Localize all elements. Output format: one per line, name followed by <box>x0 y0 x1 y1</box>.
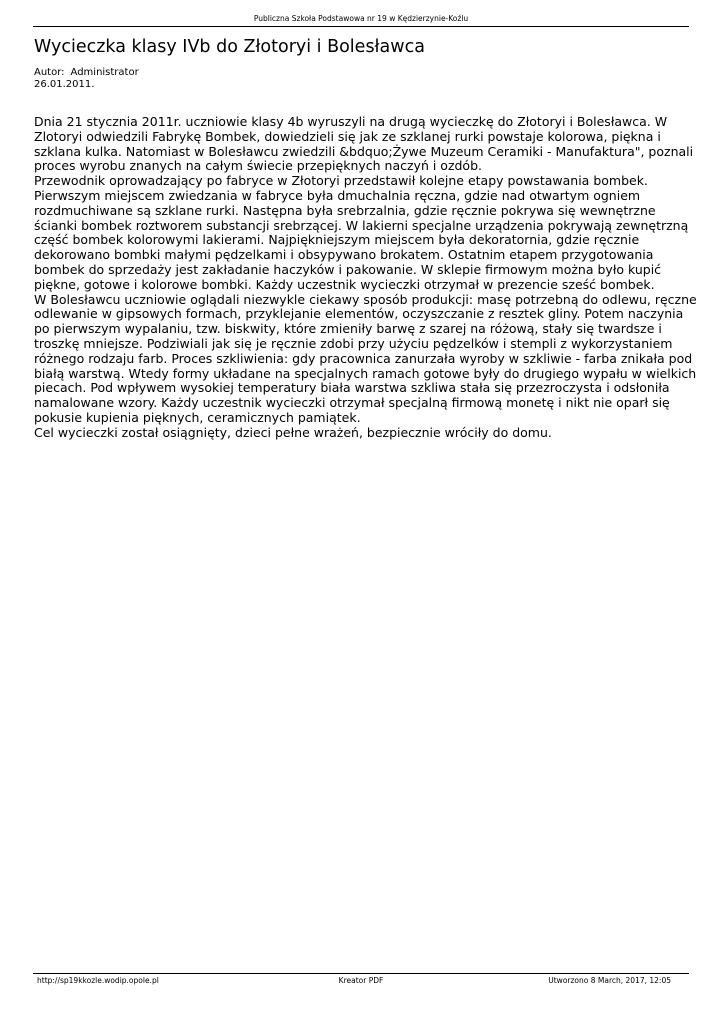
paragraph-ceramics <box>34 291 697 426</box>
text-line: piecach. Pod wpływem wysokiej temperatury biała warstwa szkliwa stała się przezroczysta i odsłoniła <box>34 380 670 396</box>
text-line: Dnia 21 stycznia 2011r. uczniowie klasy 4b wyruszyli na drugą wycieczkę do Złotoryi i Bolesławca. W <box>34 114 668 129</box>
text-line: różnego rodzaju farb. Proces szkliwienia: gdy pracownica zanurzała wyroby w szkliwie - farba znikała pod <box>34 350 693 366</box>
text-line: pokusie kupienia pięknych, ceramicznych pamiątek. <box>34 409 361 425</box>
school-name: Publiczna Szkoła Podstawowa nr 19 w Kędzierzynie-Koźlu <box>253 14 469 23</box>
text-line: Pierwszym miejscem zwiedzania w fabryce była dmuchalnia ręczna, gdzie nad otwartym ogniem <box>34 187 641 203</box>
page-footer <box>33 976 689 986</box>
text-line: ścianki bombek roztworem substancji srebrzącej. W lakierni specjalne urządzenia pokrywają zewnętrzną <box>34 217 689 233</box>
text-line: piękne, gotowe i kolorowe bombki. Każdy uczestnik wycieczki otrzymał w prezencie sześć bombek. <box>34 276 655 292</box>
text-line: odlewanie w gipsowych formach, przyklejanie elementów, oczyszczanie z resztek gliny. Potem naczynia <box>34 306 684 322</box>
text-line: szklana kulka. Natomiast w Bolesławcu zwiedzili &bdquo;Żywe Muzeum Ceramiki - Manufaktura", poznali <box>34 143 694 159</box>
text-line: bombek do sprzedaży jest zakładanie haczyków i pakowanie. W sklepie firmowym można było kupić <box>34 261 662 277</box>
text-line: Zlotoryi odwiedzili Fabrykę Bombek, dowiedzieli się jak ze szklanej rurki powstaje kolorowa, piękna i <box>34 128 661 144</box>
text-line: Cel wycieczki został osiągnięty, dzieci pełne wrażeń, bezpiecznie wróciły do domu. <box>34 424 552 440</box>
author-name: Administrator <box>70 67 139 78</box>
header-divider <box>33 26 689 27</box>
text-line: rozdmuchiwane są szklane rurki. Następna była srebrzalnia, gdzie ręcznie pokrywa się wewnętrzne <box>34 202 656 218</box>
footer-divider <box>33 973 689 974</box>
page-header <box>33 14 689 23</box>
paragraph-factory <box>34 174 688 292</box>
paragraph-intro <box>34 114 694 174</box>
text-line: dekorowano bombki małymi pędzelkami i obsypywano brokatem. Ostatnim etapem przygotowania <box>34 247 654 263</box>
text-line: białą warstwą. Wtedy formy układane na specjalnych ramach gotowe były do drugiego wypału w wielkich <box>34 365 697 381</box>
publish-date: 26.01.2011. <box>34 79 95 90</box>
text-line: W Bolesławcu uczniowie oglądali niezwykle ciekawy sposób produkcji: masę potrzebną do odlewu, ręczne <box>34 291 697 307</box>
author-label: Autor: <box>34 67 65 78</box>
text-line: troszkę mniejsze. Podziwiali jak się je ręcznie zdobi przy użyciu pędzelków i stempli z wykorzystaniem <box>34 335 673 351</box>
site-url: http://sp19kkozle.wodip.opole.pl <box>37 976 159 985</box>
text-line: namalowane wzory. Każdy uczestnik wycieczki otrzymał specjalną firmową monetę i nikt nie oparł się <box>34 395 670 411</box>
pdf-generator: Kreator PDF <box>338 976 384 985</box>
author-line <box>34 67 139 79</box>
paragraph-conclusion <box>34 426 688 441</box>
article-meta <box>34 67 139 91</box>
text-line: po pierwszym wypalaniu, tzw. biskwity, które zmieniły barwę z szarej na różową, stały się twardsze i <box>34 321 662 337</box>
created-timestamp: Utworzono 8 March, 2017, 12:05 <box>548 976 671 985</box>
article-title: Wycieczka klasy IVb do Złotoryi i Bolesławca <box>34 37 425 57</box>
text-line: część bombek kolorowymi lakierami. Najpiękniejszym miejscem była dekoratornia, gdzie ręcznie <box>34 232 640 248</box>
article-body <box>34 114 697 441</box>
text-line: Przewodnik oprowadzający po fabryce w Złotoryi przedstawił kolejne etapy powstawania bombek. <box>34 173 648 189</box>
text-line: proces wyrobu znanych na całym świecie przepięknych naczyń i ozdób. <box>34 158 482 174</box>
